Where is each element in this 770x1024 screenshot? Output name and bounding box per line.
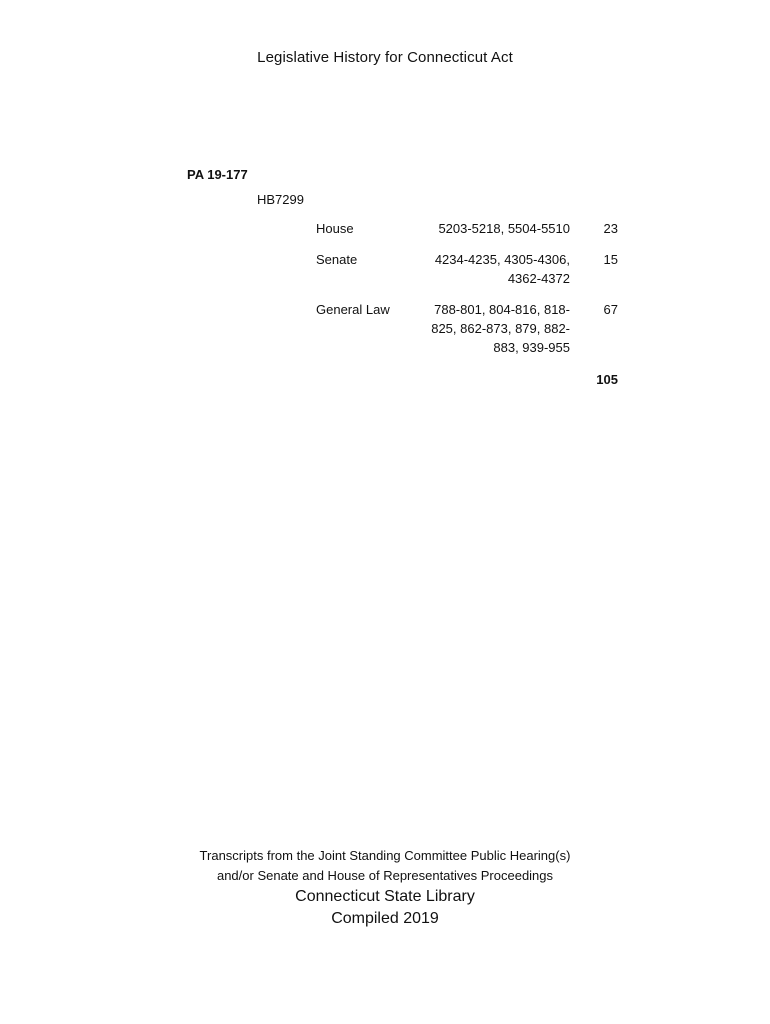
page-count: 67 (603, 302, 618, 317)
chamber-label: General Law (316, 302, 390, 317)
chamber-label: House (316, 221, 354, 236)
page-title: Legislative History for Connecticut Act (257, 49, 513, 66)
footer-line-library: Connecticut State Library (295, 888, 475, 905)
page-range-line: 883, 939-955 (493, 340, 570, 355)
page-range-line: 4234-4235, 4305-4306, (434, 252, 570, 267)
page-range-line: 5203-5218, 5504-5510 (438, 221, 570, 236)
footer-line-proceedings: and/or Senate and House of Representatives Proceedings (216, 868, 554, 883)
history-table (316, 219, 618, 389)
act-number: PA 19-177 (187, 167, 248, 182)
total-pages: 105 (596, 372, 618, 387)
page-ranges (416, 300, 570, 357)
chamber-label: Senate (316, 252, 358, 267)
history-row-general-law (316, 300, 618, 357)
history-row-senate (316, 250, 618, 288)
page-range-line: 825, 862-873, 879, 882- (431, 321, 570, 336)
page-ranges (416, 250, 570, 288)
footer-line-compiled: Compiled 2019 (331, 910, 439, 927)
bill-number: HB7299 (257, 192, 304, 207)
page-count: 15 (603, 252, 618, 267)
page-ranges (416, 219, 570, 238)
footer-line-transcripts: Transcripts from the Joint Standing Committee Public Hearing(s) (199, 848, 571, 863)
footer (0, 846, 770, 930)
page-range-line: 4362-4372 (507, 271, 570, 286)
history-row-house (316, 219, 618, 238)
page-range-line: 788-801, 804-816, 818- (434, 302, 570, 317)
page-count: 23 (603, 221, 618, 236)
